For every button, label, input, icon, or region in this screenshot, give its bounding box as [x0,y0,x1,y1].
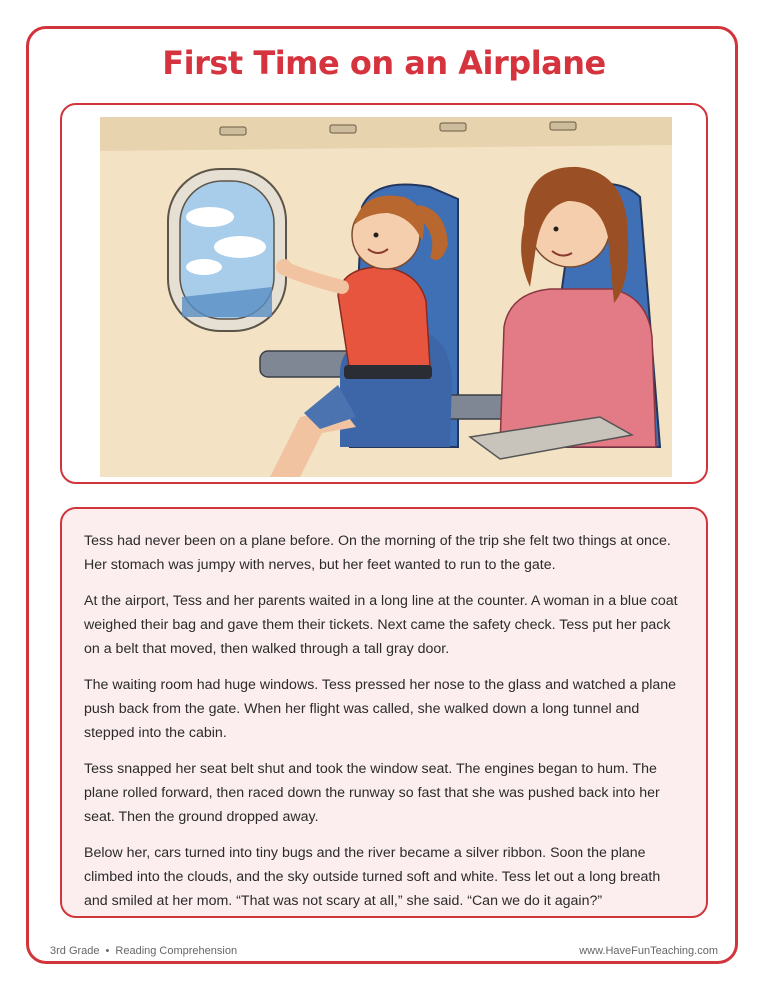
story-paragraph: The waiting room had huge windows. Tess pressed her nose to the glass and watched a plane push back from the gate. When her flight was called, she walked down a long tunnel and stepped into the cabin. [84,677,677,741]
airplane-cabin-picture [100,117,672,477]
story-passage [60,507,708,918]
footer-subject: Reading Comprehension [115,945,238,957]
footer-grade: 3rd Grade [50,945,100,957]
story-paragraph: At the airport, Tess and her parents waited in a long line at the counter. A woman in a blue coat weighed their bag and gave them their tickets. Next came the safety check. Tess put her pack on a belt that moved, then walked through a tall gray door. [84,593,678,657]
footer-meta [50,945,237,957]
story-illustration [60,103,708,484]
story-paragraph: Below her, cars turned into tiny bugs and the river became a silver ribbon. Soon the plane climbed into the clouds, and the sky outside turned soft and white. Tess let out a long breath and smiled at her mom. “That was not scary at all,” she said. “Can we do it again?” [84,845,661,909]
page-title: First Time on an Airplane [162,44,606,82]
story-paragraph: Tess had never been on a plane before. On the morning of the trip she felt two things at once. Her stomach was jumpy with nerves, but her feet wanted to run to the gate. [84,533,671,573]
footer-website[interactable]: www.HaveFunTeaching.com [579,945,718,957]
story-paragraph: Tess snapped her seat belt shut and took the window seat. The engines began to hum. The plane rolled forward, then raced down the runway so fast that she was pushed back into her seat. Then the ground dropped away. [84,761,660,825]
bullet-separator: • [105,945,110,957]
